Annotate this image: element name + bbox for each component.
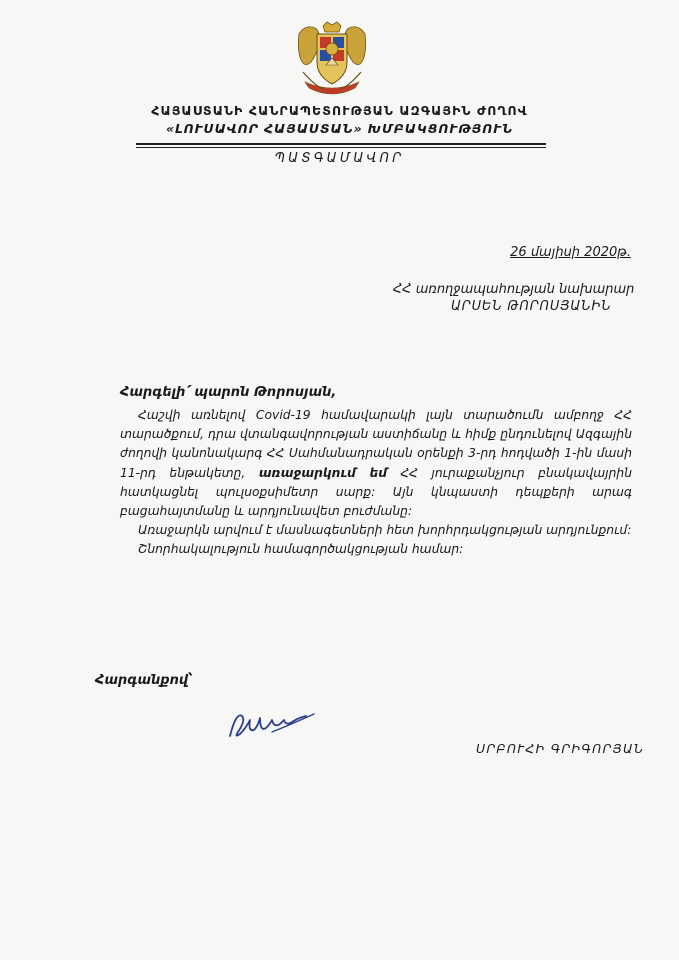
salutation: Հարգելի՛ պարոն Թորոսյան, bbox=[120, 385, 337, 400]
recipient-name: ԱՐՍԵՆ ԹՈՐՈՍՅԱՆԻՆ bbox=[451, 299, 612, 314]
letter-body bbox=[120, 406, 632, 560]
body-text: ՀՀ յուրաքանչյուր բնակավայրին հատկացնել պուլսօքսիմետր սարք: Այն կնպաստի դեպքերի արագ բացահայտմանը և արդյունավետ բուժմանը: bbox=[120, 465, 632, 519]
body-text: Հաշվի առնելով Covid-19 համավարակի լայն տարածումն ամբողջ ՀՀ տարածքում, դրա վտանգավորության աստիճանը և հիմք ընդունելով Ազգային ժողովի կանոնակարգ ՀՀ Սահմանադրական օրենքի 3-րդ հոդվածի 1-ին մասի 11-րդ ենթակետը, bbox=[120, 408, 632, 480]
letter-date: 26 մայիսի 2020թ. bbox=[510, 245, 631, 260]
body-paragraph-3: Շնորհակալություն համագործակցության համար: bbox=[138, 542, 464, 557]
org-title: ՀԱՅԱՍՏԱՆԻ ՀԱՆՐԱՊԵՏՈՒԹՅԱՆ ԱԶԳԱՅԻՆ ԺՈՂՈՎ bbox=[151, 103, 528, 118]
header-divider bbox=[136, 143, 546, 145]
signer-name: ՍՐԲՈՒՀԻ ԳՐԻԳՈՐՅԱՆ bbox=[476, 741, 645, 756]
document-type: ՊԱՏԳԱՄԱՎՈՐ bbox=[274, 151, 405, 166]
faction-title: «ԼՈՒՍԱՎՈՐ ՀԱՅԱՍՏԱՆ» ԽՄԲԱԿՑՈՒԹՅՈՒՆ bbox=[165, 121, 514, 136]
recipient-title: ՀՀ առողջապահության նախարար bbox=[393, 282, 635, 297]
coat-of-arms-icon bbox=[295, 20, 369, 102]
closing: Հարգանքով՝ bbox=[95, 673, 193, 688]
header-divider-thin bbox=[136, 147, 546, 148]
body-paragraph-1 bbox=[120, 406, 632, 521]
body-paragraph-2: Առաջարկն արվում է մասնագետների հետ խորհրդակցության արդյունքում: bbox=[138, 523, 632, 538]
body-emphasis: առաջարկում եմ bbox=[258, 465, 388, 480]
handwritten-signature bbox=[222, 702, 322, 750]
